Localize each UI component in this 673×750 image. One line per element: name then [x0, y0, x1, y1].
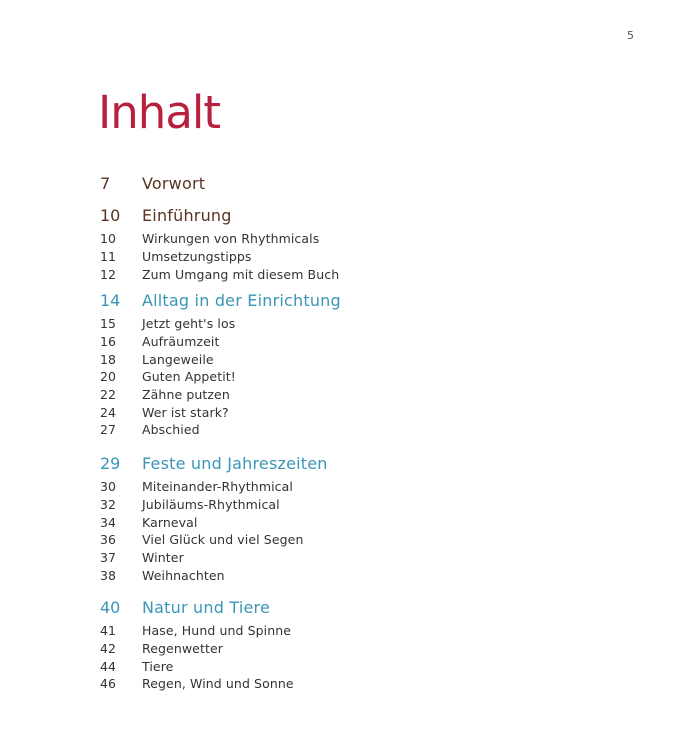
- toc-entry[interactable]: [100, 549, 600, 567]
- section-title: Einführung: [142, 206, 232, 225]
- entry-page-number: 38: [100, 567, 116, 583]
- toc-entry[interactable]: [100, 622, 600, 640]
- entry-page-number: 12: [100, 266, 116, 282]
- toc-entry[interactable]: [100, 478, 600, 496]
- toc-entry[interactable]: [100, 421, 600, 439]
- section-page-number: 14: [100, 291, 121, 310]
- entry-title: Abschied: [142, 422, 200, 438]
- entry-page-number: 27: [100, 422, 116, 438]
- entry-title: Karneval: [142, 514, 198, 530]
- toc-section-natur: [100, 598, 600, 693]
- entry-title: Jubiläums-Rhythmical: [142, 497, 280, 513]
- section-page-number: 10: [100, 206, 121, 225]
- entry-page-number: 44: [100, 658, 116, 674]
- entry-title: Hase, Hund und Spinne: [142, 623, 292, 639]
- entry-title: Weihnachten: [142, 567, 225, 583]
- entry-title: Regen, Wind und Sonne: [142, 676, 294, 692]
- entry-page-number: 15: [100, 316, 116, 332]
- entry-page-number: 10: [100, 231, 116, 247]
- entry-title: Guten Appetit!: [142, 369, 236, 385]
- toc-entry[interactable]: [100, 675, 600, 693]
- section-page-number: 7: [100, 174, 111, 193]
- entry-page-number: 22: [100, 387, 116, 403]
- toc-entry[interactable]: [100, 531, 600, 549]
- toc-entry[interactable]: [100, 265, 600, 283]
- toc-entry[interactable]: [100, 386, 600, 404]
- entry-title: Jetzt geht's los: [142, 316, 236, 332]
- entry-page-number: 11: [100, 249, 116, 265]
- toc-entry[interactable]: [100, 368, 600, 386]
- toc-entry[interactable]: [100, 403, 600, 421]
- section-title: Alltag in der Einrichtung: [142, 291, 341, 310]
- section-title: Feste und Jahreszeiten: [142, 454, 328, 473]
- toc-section-vorwort: [100, 174, 600, 198]
- toc-entry[interactable]: [100, 230, 600, 248]
- toc-entry[interactable]: [100, 640, 600, 658]
- entry-title: Wer ist stark?: [142, 404, 229, 420]
- toc-entry[interactable]: [100, 350, 600, 368]
- toc-entry[interactable]: [100, 566, 600, 584]
- toc-entry[interactable]: [100, 315, 600, 333]
- section-heading[interactable]: [100, 174, 600, 198]
- entry-page-number: 36: [100, 532, 116, 548]
- toc-section-einfuehrung: [100, 206, 600, 283]
- entry-title: Zähne putzen: [142, 387, 230, 403]
- section-heading[interactable]: [100, 454, 600, 478]
- entry-page-number: 18: [100, 351, 116, 367]
- toc-section-alltag: [100, 291, 600, 439]
- entry-title: Zum Umgang mit diesem Buch: [142, 266, 340, 282]
- toc-entry[interactable]: [100, 496, 600, 514]
- entry-page-number: 32: [100, 497, 116, 513]
- entry-title: Viel Glück und viel Segen: [142, 532, 304, 548]
- section-heading[interactable]: [100, 206, 600, 230]
- entry-page-number: 37: [100, 550, 116, 566]
- section-heading[interactable]: [100, 291, 600, 315]
- section-title: Natur und Tiere: [142, 598, 271, 617]
- page-number: 5: [627, 29, 634, 42]
- section-title: Vorwort: [142, 174, 206, 193]
- toc-section-feste: [100, 454, 600, 584]
- section-page-number: 29: [100, 454, 121, 473]
- page-title: Inhalt: [98, 86, 221, 139]
- toc-entry[interactable]: [100, 248, 600, 266]
- entry-page-number: 46: [100, 676, 116, 692]
- entry-title: Winter: [142, 550, 184, 566]
- entry-page-number: 30: [100, 479, 116, 495]
- entry-title: Umsetzungstipps: [142, 249, 252, 265]
- section-page-number: 40: [100, 598, 121, 617]
- entry-page-number: 41: [100, 623, 116, 639]
- toc-entry[interactable]: [100, 657, 600, 675]
- entry-page-number: 16: [100, 334, 116, 350]
- entry-page-number: 34: [100, 514, 116, 530]
- section-heading[interactable]: [100, 598, 600, 622]
- toc-entry[interactable]: [100, 333, 600, 351]
- entry-title: Regenwetter: [142, 641, 224, 657]
- entry-title: Wirkungen von Rhythmicals: [142, 231, 320, 247]
- entry-title: Langeweile: [142, 351, 214, 367]
- entry-title: Tiere: [142, 658, 174, 674]
- entry-page-number: 20: [100, 369, 116, 385]
- entry-title: Miteinander-Rhythmical: [142, 479, 293, 495]
- entry-page-number: 24: [100, 404, 116, 420]
- entry-page-number: 42: [100, 641, 116, 657]
- toc-entry[interactable]: [100, 513, 600, 531]
- entry-title: Aufräumzeit: [142, 334, 220, 350]
